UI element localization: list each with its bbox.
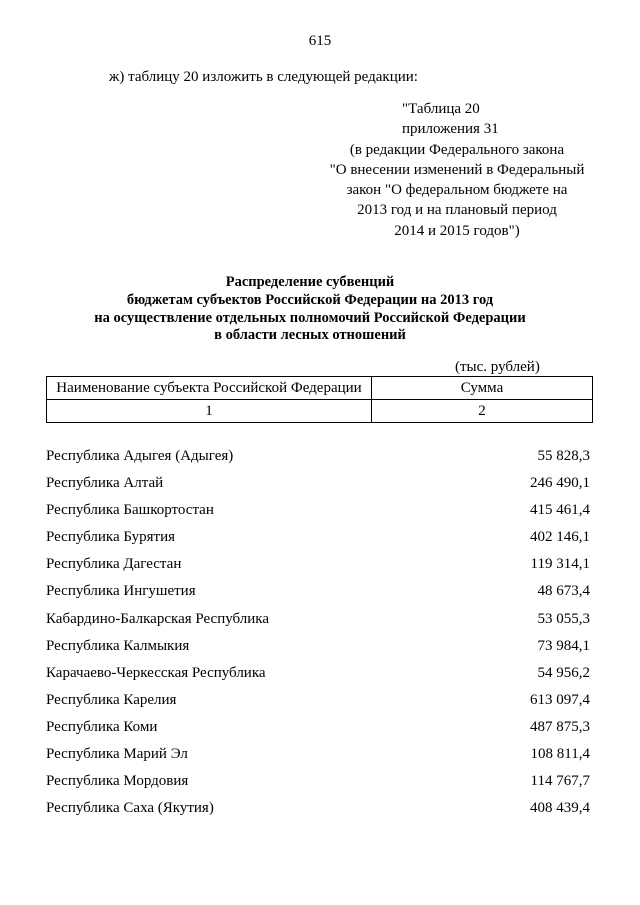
amount-value: 108 811,4 — [530, 746, 590, 763]
table-row — [46, 551, 590, 578]
table-body — [46, 443, 590, 822]
region-name: Республика Мордовия — [46, 773, 189, 790]
reference-line: приложения 31 — [402, 121, 499, 138]
column-number-2: 2 — [372, 400, 593, 423]
amount-value: 119 314,1 — [530, 556, 590, 573]
table-row — [46, 660, 590, 687]
table-row — [46, 497, 590, 524]
table-reference — [318, 99, 596, 241]
amount-value: 415 461,4 — [530, 502, 590, 519]
amount-value: 246 490,1 — [530, 475, 590, 492]
amount-value: 55 828,3 — [537, 448, 590, 464]
region-name: Республика Бурятия — [46, 529, 176, 546]
intro-text: ж) таблицу 20 изложить в следующей редакции: — [109, 69, 418, 85]
heading-line: на осуществление отдельных полномочий Российской Федерации — [94, 309, 526, 326]
region-name: Карачаево-Черкесская Республика — [46, 664, 266, 681]
reference-line: (в редакции Федерального закона — [349, 141, 565, 158]
amount-value: 54 956,2 — [537, 664, 590, 681]
reference-line: "О внесении изменений в Федеральный — [329, 161, 585, 178]
heading-line: в области лесных отношений — [214, 327, 406, 344]
table-row — [46, 741, 590, 768]
region-name: Республика Адыгея (Адыгея) — [46, 448, 234, 464]
table-row — [46, 606, 590, 633]
reference-line: закон "О федеральном бюджете на — [346, 182, 568, 199]
table-row — [46, 443, 590, 470]
page-number: 615 — [308, 33, 332, 49]
table-row — [46, 768, 590, 795]
region-name: Республика Калмыкия — [46, 637, 190, 654]
amount-value: 53 055,3 — [537, 610, 590, 627]
region-name: Республика Коми — [46, 718, 158, 735]
table-row — [46, 687, 590, 714]
reference-line: "Таблица 20 — [402, 101, 480, 117]
amount-value: 613 097,4 — [530, 691, 590, 708]
table-row — [46, 524, 590, 551]
region-name: Республика Алтай — [46, 475, 164, 492]
amount-value: 408 439,4 — [530, 800, 590, 817]
column-number-1: 1 — [47, 400, 372, 423]
region-name: Республика Дагестан — [46, 556, 182, 573]
heading-line: бюджетам субъектов Российской Федерации на 2013 год — [126, 291, 494, 308]
amount-value: 487 875,3 — [530, 718, 590, 735]
table-row — [46, 714, 590, 741]
amount-value: 48 673,4 — [537, 583, 590, 600]
units-label: (тыс. рублей) — [455, 359, 540, 375]
amount-value: 114 767,7 — [530, 773, 590, 790]
heading-line: Распределение субвенций — [225, 274, 395, 290]
region-name: Республика Ингушетия — [46, 583, 196, 600]
reference-line: 2013 год и на плановый период — [357, 202, 557, 219]
amount-value: 402 146,1 — [530, 529, 590, 546]
table-row — [46, 578, 590, 605]
table-row — [46, 633, 590, 660]
reference-line: 2014 и 2015 годов") — [394, 222, 520, 239]
region-name: Республика Марий Эл — [46, 746, 188, 763]
document-heading — [0, 274, 620, 345]
region-name: Республика Карелия — [46, 691, 177, 708]
column-header-name: Наименование субъекта Российской Федерации — [47, 377, 372, 400]
region-name: Республика Башкортостан — [46, 502, 214, 519]
table-header — [46, 376, 593, 423]
amount-value: 73 984,1 — [537, 637, 590, 654]
region-name: Кабардино-Балкарская Республика — [46, 610, 270, 627]
table-row — [46, 795, 590, 822]
table-row — [46, 470, 590, 497]
region-name: Республика Саха (Якутия) — [46, 800, 214, 817]
column-header-sum: Сумма — [372, 377, 593, 400]
